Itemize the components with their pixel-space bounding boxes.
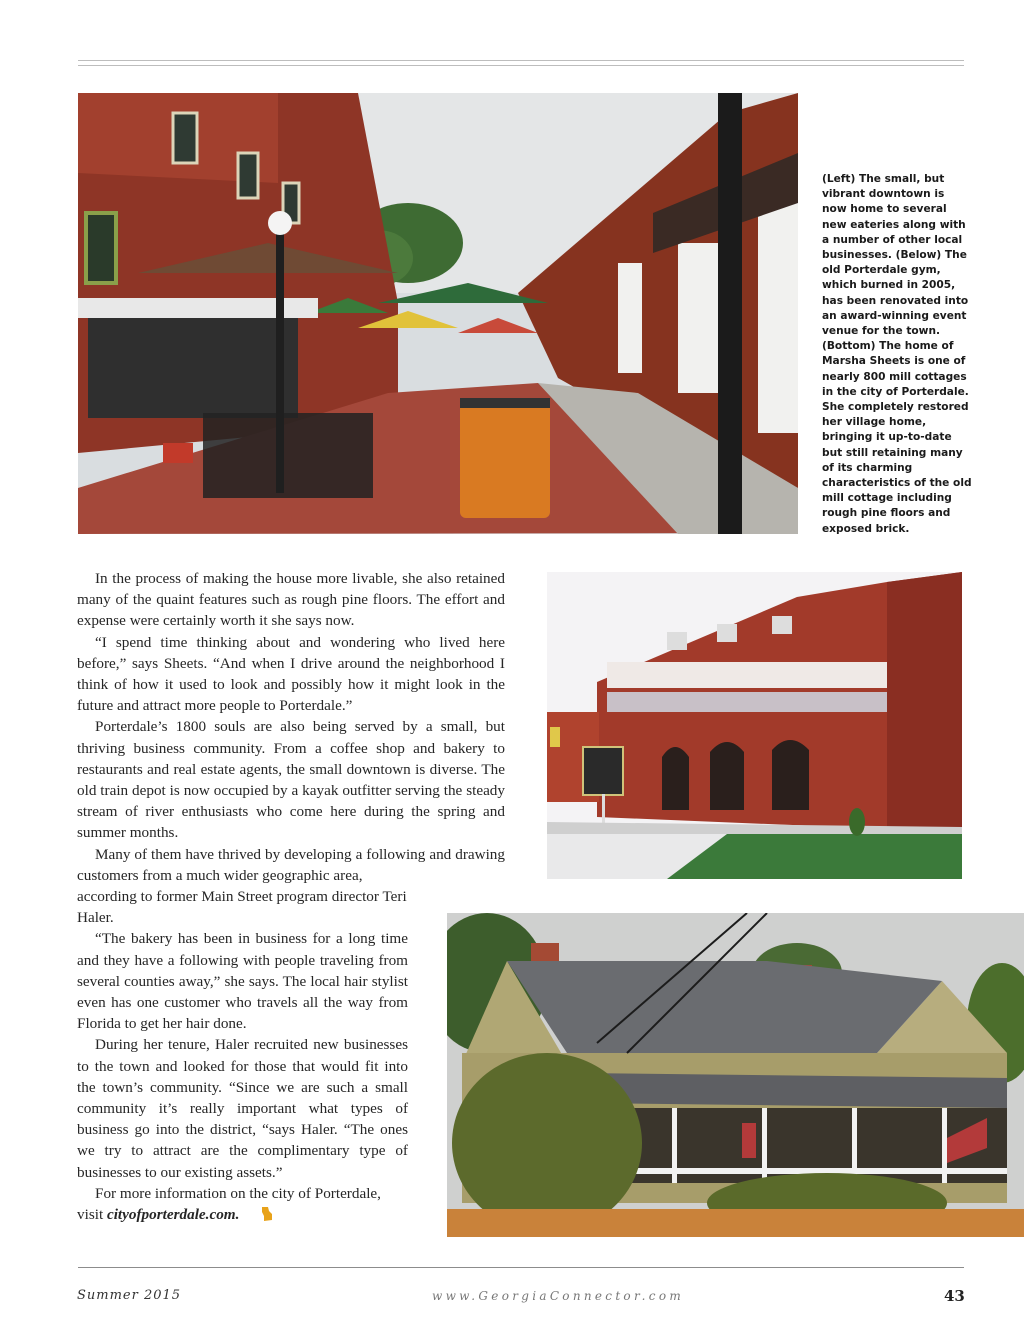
photo-caption: (Left) The small, but vibrant downtown is now home to several new eateries along with a number of other local businesses. (Below) The old Porterdale gym, which burned in 2005, has been renovated into an award-winning event venue for the town. (Bottom) The home of Marsha Sheets is one of nearly 800 mill cottages in the city of Porterdale. She completely restored her village home, bringing it up-to-date but still retaining many of its charming characteristics of the old mill cottage including rough pine floors and exposed brick.	[822, 173, 972, 535]
gym-event-venue-photo	[547, 572, 962, 879]
article-paragraph: During her tenure, Haler recruited new businesses to the town and looked for those that would fit into the town’s community. “Since we are such a small community it’s really important what types of business go into the district, “says Haler. “The ones we try to attract are the complimentary type of businesses to our existing assets.”	[77, 1036, 408, 1181]
issue-label: Summer 2015	[77, 1288, 182, 1303]
article-column-wide	[77, 568, 505, 886]
article-continuation: according to former Main Street program director Teri Haler.	[77, 888, 407, 927]
article-paragraph: “The bakery has been in business for a long time and they have a following with people traveling from several counties away,” she says. The local hair stylist even has one customer who travels all the way from Florida to get her hair done.	[77, 930, 408, 1033]
closing-text: For more information on the city of Porterdale, visit	[77, 1184, 381, 1224]
article-column-narrow	[77, 886, 408, 1225]
top-rule	[78, 60, 964, 66]
article-closing	[77, 1183, 408, 1225]
article-paragraph: Porterdale’s 1800 souls are also being served by a small, but thriving business community. From a coffee shop and bakery to restaurants and real estate agents, the small downtown is diverse. The old train depot is now occupied by a kayak outfitter serving the steady stream of river enthusiasts who come here during the spring and summer months.	[77, 718, 505, 842]
website-footer[interactable]: www.GeorgiaConnector.com	[432, 1289, 685, 1303]
georgia-state-icon	[243, 1206, 255, 1220]
bottom-rule	[78, 1267, 964, 1268]
article-paragraph: “I spend time thinking about and wondering who lived here before,” says Sheets. “And when I drive around the neighborhood I think of how it used to look and possibly how it might look in the future and attract more people to Porterdale.”	[77, 633, 505, 715]
article-paragraph: Many of them have thrived by developing a following and drawing customers from a much wider geographic area,	[77, 845, 505, 884]
page-number: 43	[944, 1287, 965, 1305]
article-paragraph: In the process of making the house more livable, she also retained many of the quaint features such as rough pine floors. The effort and expense were certainly worth it she says now.	[77, 570, 505, 630]
downtown-street-photo	[78, 93, 798, 534]
mill-cottage-photo	[447, 913, 1024, 1237]
website-link[interactable]: cityofporterdale.com.	[106, 1206, 240, 1224]
